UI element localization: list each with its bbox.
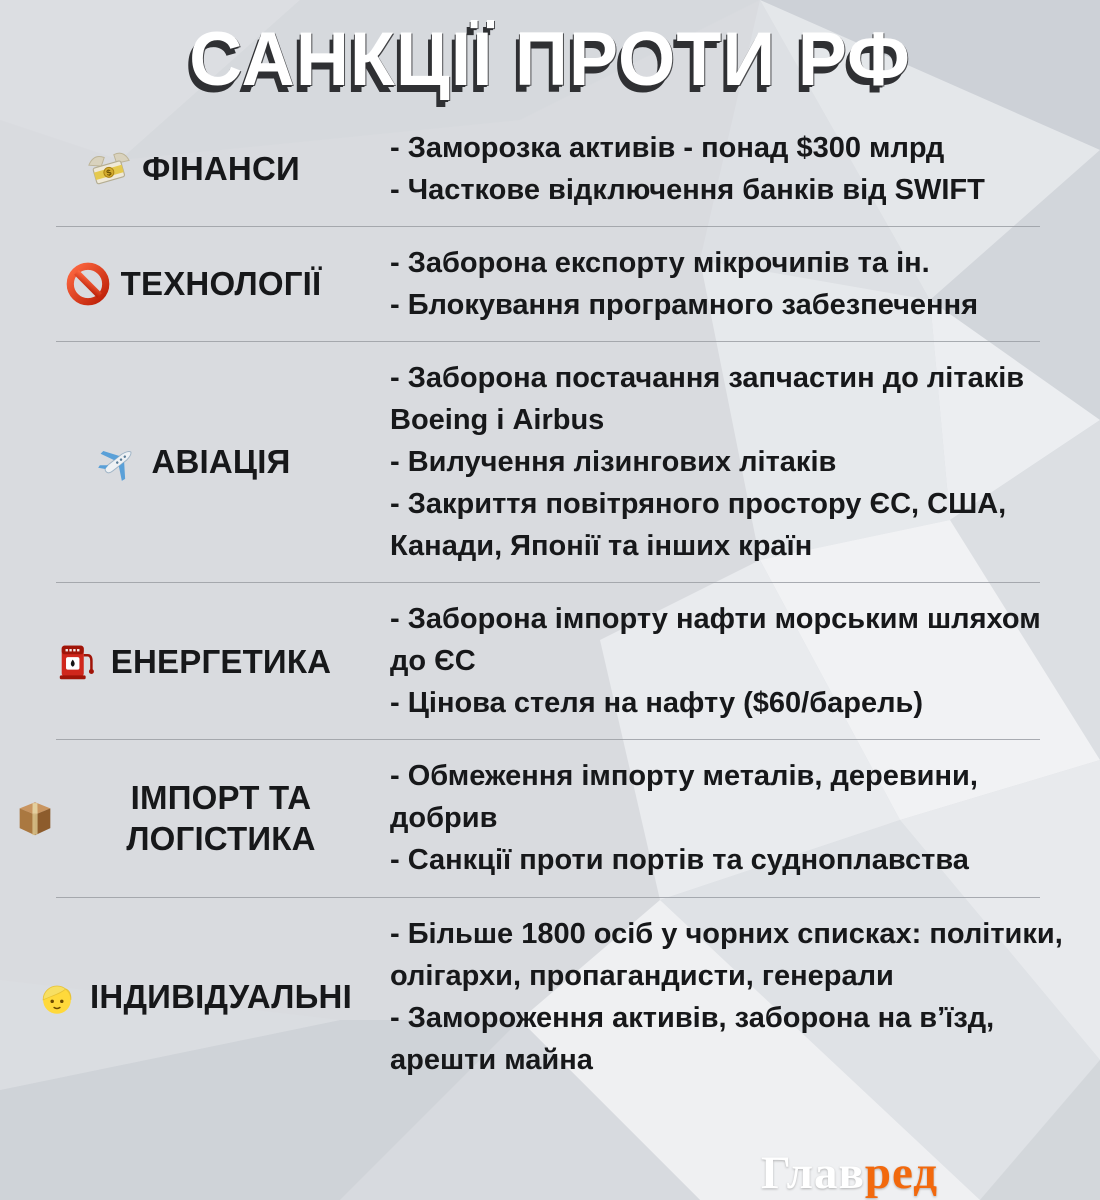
bullet-list	[390, 357, 1084, 567]
bullet-item: - Блокування програмного забезпечення	[390, 288, 979, 321]
section-row	[12, 740, 1086, 896]
bullet-item: - Заборона експорту мікрочипів та ін.	[390, 246, 930, 279]
bullet-list	[390, 242, 1084, 326]
package-icon	[12, 795, 58, 841]
section-header	[12, 146, 374, 192]
section-header	[12, 261, 374, 307]
bullet-list	[390, 598, 1084, 724]
section-divider	[56, 582, 1040, 583]
svg-text:$: $	[105, 166, 113, 178]
bullet-item: - Заборона постачання запчастин до літаків Boeing і Airbus	[390, 361, 1025, 437]
section-row	[12, 583, 1086, 739]
airplane-icon	[95, 439, 141, 485]
money-with-wings-icon	[86, 146, 132, 192]
bullet-list	[390, 127, 1084, 211]
person-icon	[34, 974, 80, 1020]
section-header	[12, 638, 374, 684]
section-row	[12, 898, 1086, 1096]
logo-text-primary: Глав	[760, 1147, 865, 1199]
bullet-list	[390, 913, 1084, 1081]
section-header	[12, 439, 374, 485]
bullet-item: - Закриття повітряного простору ЄС, США, Канади, Японії та інших країн	[390, 488, 1007, 563]
logo-text-accent: ред	[864, 1147, 938, 1199]
section-row	[12, 112, 1086, 226]
bullet-item: - Санкції проти портів та судноплавства	[390, 844, 969, 877]
bullet-item: - Заморозка активів - понад $300 млрд	[390, 131, 945, 164]
bullet-item: - Часткове відключення банків від SWIFT	[390, 173, 985, 206]
section-divider	[56, 897, 1040, 898]
bullet-item: - Заборона імпорту нафти морським шляхом до ЄС	[390, 603, 1041, 678]
sections-list	[12, 112, 1086, 1136]
section-row	[12, 342, 1086, 582]
section-label: ІМПОРТ ТА ЛОГІСТИКА	[126, 779, 316, 858]
page-title: САНКЦІЇ ПРОТИ РФ	[189, 17, 911, 102]
bullet-item: - Замороження активів, заборона на в’їзд, арешти майна	[390, 1001, 995, 1076]
section-label: АВІАЦІЯ	[151, 443, 291, 481]
bullet-item: - Більше 1800 осіб у чорних списках: політики, олігархи, пропагандисти, генерали	[390, 917, 1063, 992]
fuel-pump-icon	[55, 638, 101, 684]
bullet-list	[390, 755, 1084, 881]
section-label: ФІНАНСИ	[142, 150, 300, 188]
section-row	[12, 227, 1086, 341]
section-label: ЕНЕРГЕТИКА	[110, 642, 332, 680]
section-label: ТЕХНОЛОГІЇ	[120, 265, 322, 303]
section-divider	[56, 341, 1040, 342]
bullet-item: - Вилучення лізингових літаків	[390, 446, 837, 479]
bullet-item: - Цінова стеля на нафту ($60/барель)	[390, 687, 924, 720]
section-divider	[56, 226, 1040, 227]
section-header	[12, 974, 374, 1020]
prohibited-icon	[65, 261, 111, 307]
section-header	[12, 777, 374, 860]
bullet-item: - Обмеження імпорту металів, деревини, добрив	[390, 760, 978, 835]
section-divider	[56, 739, 1040, 740]
glavred-logo	[761, 1146, 938, 1200]
section-label: ІНДИВІДУАЛЬНІ	[90, 977, 352, 1015]
